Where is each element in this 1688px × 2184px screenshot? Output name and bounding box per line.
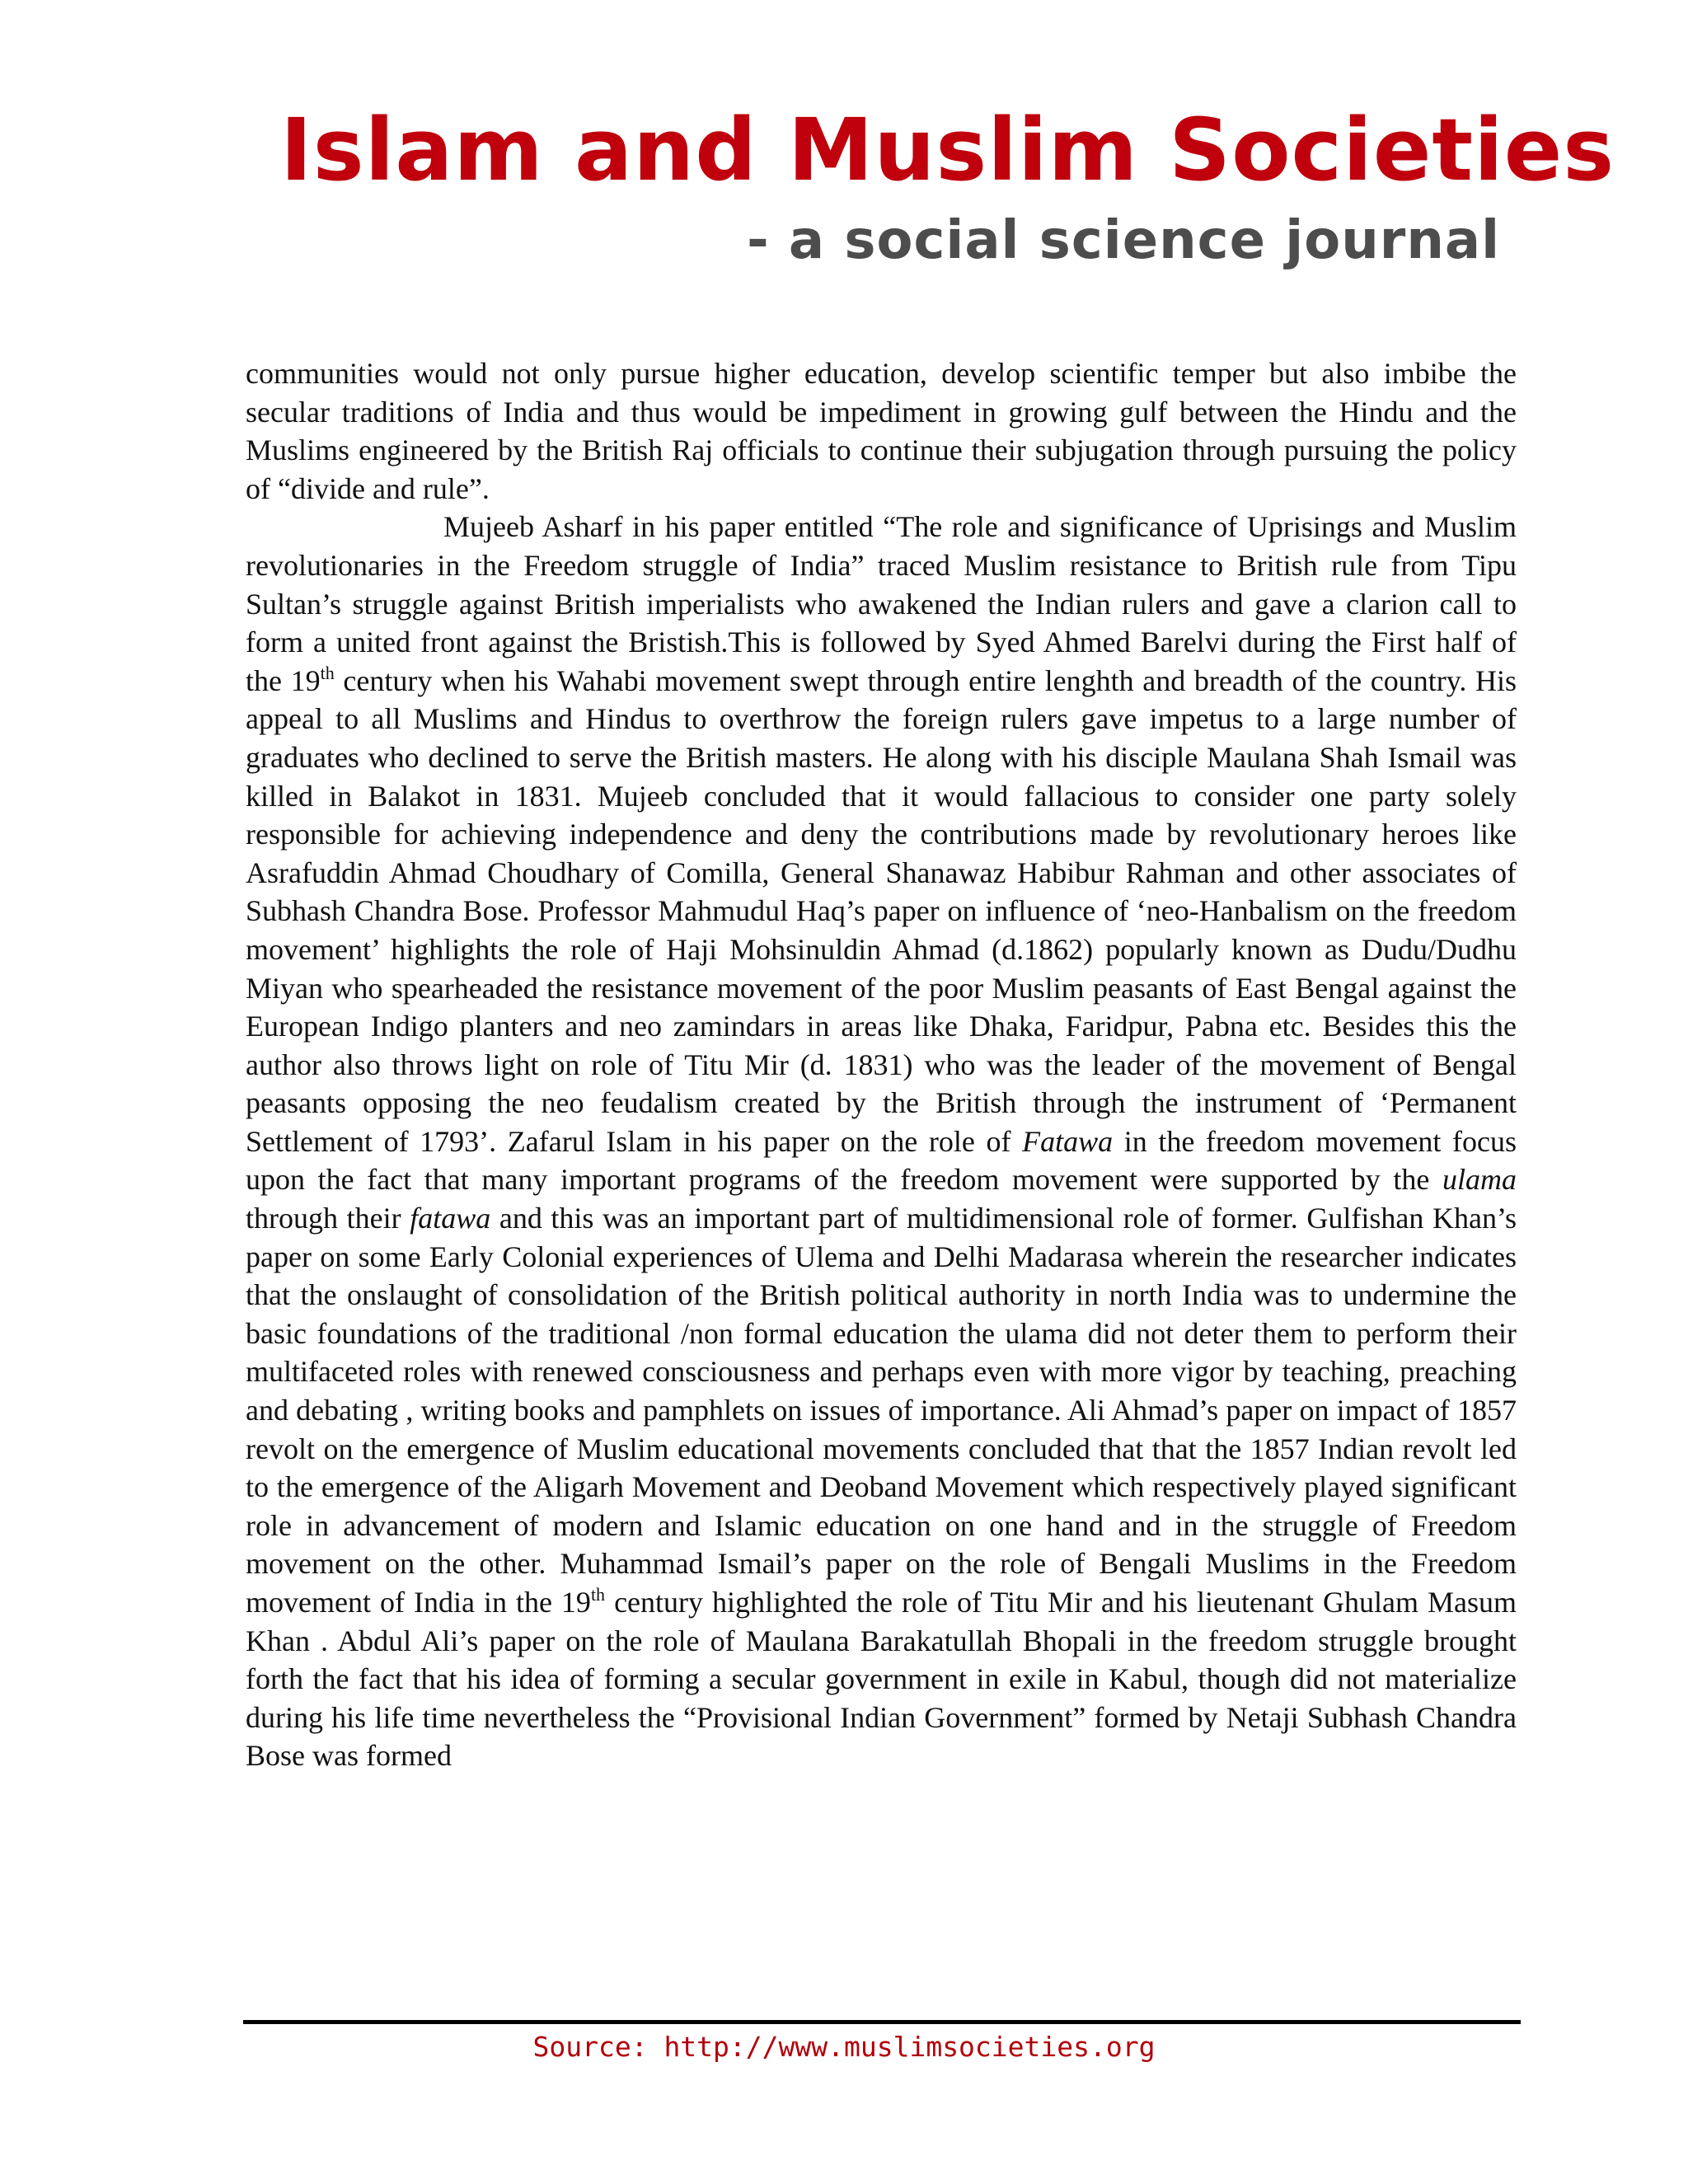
text-run: through their (246, 1202, 410, 1235)
text-run: in the freedom movement focus upon the fact that many important programs of the freedom movement were supported by the (246, 1124, 1517, 1197)
italic-term: fatawa (410, 1202, 491, 1235)
article-paragraph-2 (246, 508, 1517, 1775)
article-paragraph-1 (246, 354, 1517, 508)
text-run: communities would not only pursue higher education, develop scientific temper but also imbibe the secular traditions of India and thus would be impediment in growing gulf between the Hindu and the Muslims engineered by the British Raj officials to continue their subjugation through pursuing the policy of “divide and rule”. (246, 357, 1517, 505)
italic-term: Fatawa (1022, 1124, 1114, 1158)
journal-subtitle: - a social science journal (747, 210, 1500, 271)
footer-rule (243, 2020, 1521, 2024)
article-body (246, 354, 1517, 1775)
text-run: Mujeeb Asharf in his paper entitled “The role and significance of Uprisings and Muslim revolutionaries in the Freedom struggle of India” traced Muslim resistance to British rule from Tipu Sultan’s struggle against British imperialists who awakened the Indian rulers and gave a clarion call to form a united front against the Bristish.This is followed by Syed Ahmed Barelvi during the First half of the 19 (246, 510, 1517, 697)
superscript: th (320, 662, 335, 683)
text-run: century when his Wahabi movement swept through entire lenghth and breadth of the country. His appeal to all Muslims and Hindus to overthrow the foreign rulers gave impetus to a large number of graduates who declined to serve the British masters. He along with his disciple Maulana Shah Ismail was killed in Balakot in 1831. Mujeeb concluded that it would fallacious to consider one party solely responsible for achieving independence and deny the contributions made by revolutionary heroes like Asrafuddin Ahmad Choudhary of Comilla, General Shanawaz Habibur Rahman and other associates of Subhash Chandra Bose. Professor Mahmudul Haq’s paper on influence of ‘neo-Hanbalism on the freedom movement’ highlights the role of Haji Mohsinuldin Ahmad (d.1862) popularly known as Dudu/Dudhu Miyan who spearheaded the resistance movement of the poor Muslim peasants of East Bengal against the European Indigo planters and neo zamindars in areas like Dhaka, Faridpur, Pabna etc. Besides this the author also throws light on role of Titu Mir (d. 1831) who was the leader of the movement of Bengal peasants opposing the neo feudalism created by the British through the instrument of ‘Permanent Settlement of 1793’. Zafarul Islam in his paper on the role of (246, 663, 1517, 1158)
superscript: th (590, 1584, 606, 1605)
journal-title: Islam and Muslim Societies (280, 100, 1615, 200)
italic-term: ulama (1442, 1163, 1517, 1197)
text-run: and this was an important part of multidimensional role of former. Gulfishan Khan’s paper on some Early Colonial experiences of Ulema and Delhi Madarasa wherein the researcher indicates that the onslaught of consolidation of the British political authority in north India was to undermine the basic foundations of the traditional /non formal education the ulama did not deter them to perform their multifaceted roles with renewed consciousness and perhaps even with more vigor by teaching, preaching and debating , writing books and pamphlets on issues of importance. Ali Ahmad’s paper on impact of 1857 revolt on the emergence of Muslim educational movements concluded that that the 1857 Indian revolt led to the emergence of the Aligarh Movement and Deoband Movement which respectively played significant role in advancement of modern and Islamic education on one hand and in the struggle of Freedom movement on the other. Muhammad Ismail’s paper on the role of Bengali Muslims in the Freedom movement of India in the 19 (246, 1202, 1517, 1619)
footer-source-link[interactable]: Source: http://www.muslimsocieties.org (532, 2031, 1156, 2063)
text-run: century highlighted the role of Titu Mir and his lieutenant Ghulam Masum Khan . Abdul Ali’s paper on the role of Maulana Barakatullah Bhopali in the freedom struggle brought forth the fact that his idea of forming a secular government in exile in Kabul, though did not materialize during his life time nevertheless the “Provisional Indian Government” formed by Netaji Subhash Chandra Bose was formed (246, 1586, 1517, 1773)
